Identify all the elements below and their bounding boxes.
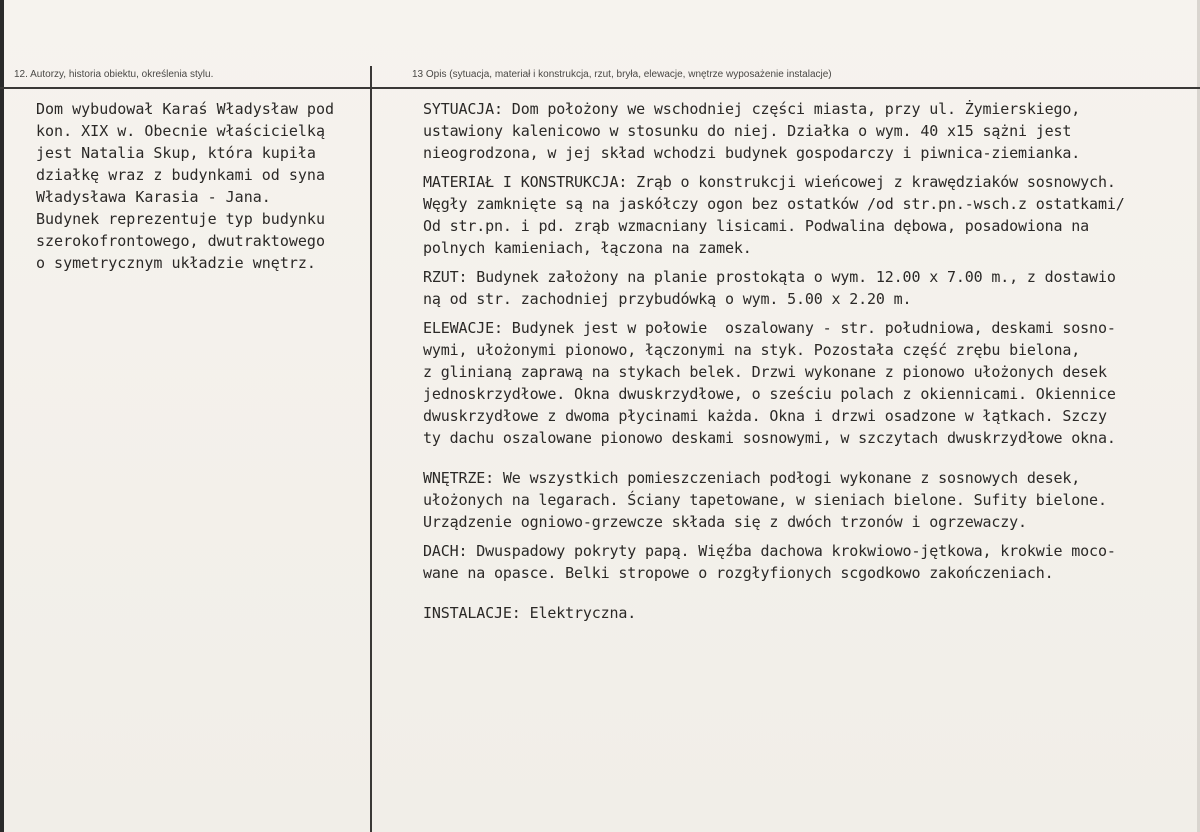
paragraph-material-konstrukcja: MATERIAŁ I KONSTRUKCJA: Zrąb o konstrukcji wieńcowej z krawędziaków sosnowych. Węgły zamknięte są na jaskółczy ogon bez ostatków /od str.pn.-wsch.z ostatkami/ Od str.pn. i pd. zrąb wzmacniany lisicami. Podwalina dębowa, posadowiona na polnych kamieniach, łączona na zamek.: [423, 173, 1125, 257]
sheet-left-edge: [0, 0, 4, 832]
column-divider-line: [370, 66, 372, 832]
paragraph-elewacje: ELEWACJE: Budynek jest w połowie oszalowany - str. południowa, deskami sosno- wymi, ułożonymi pionowo, łączonymi na styk. Pozostała część zrębu bielona, z glinianą zaprawą na stykach belek. Drzwi wykonane z pionowo ułożonych desek jednoskrzydłowe. Okna dwuskrzydłowe, o sześciu polach z okiennicami. Okiennice dwuskrzydłowe z dwoma płycinami każda. Okna i drzwi osadzone w łątkach. Szczy ty dachu oszalowane pionowo deskami sosnowymi, w szczytach dwuskrzydłowe okna.: [423, 319, 1116, 447]
authors-history-text: Dom wybudował Karaś Władysław pod kon. XIX w. Obecnie właścicielką jest Natalia Skup, która kupiła działkę wraz z budynkami od syna Władysława Karasia - Jana. Budynek reprezentuje typ budynku szerokofrontowego, dwutraktowego o symetrycznym układzie wnętrz.: [36, 100, 335, 272]
description-column: [423, 98, 1198, 631]
section-12-header: 12. Autorzy, historia obiektu, określenia stylu.: [14, 69, 214, 80]
paragraph-wnetrze: WNĘTRZE: We wszystkich pomieszczeniach podłogi wykonane z sosnowych desek, ułożonych na legarach. Ściany tapetowane, w sieniach bielone. Sufity bielone. Urządzenie ogniowo-grzewcze składa się z dwóch trzonów i ogrzewaczy.: [423, 469, 1107, 531]
paragraph-instalacje: INSTALACJE: Elektryczna.: [423, 604, 637, 622]
paragraph-dach: DACH: Dwuspadowy pokryty papą. Więźba dachowa krokwiowo-jętkowa, krokwie moco- wane na opasce. Belki stropowe o rozgłyfionych scgodkowo zakończeniach.: [423, 542, 1116, 582]
section-13-header: 13 Opis (sytuacja, materiał i konstrukcja, rzut, bryła, elewacje, wnętrze wyposażenie instalacje): [412, 69, 832, 80]
header-divider-line: [0, 87, 1200, 89]
paragraph-rzut: RZUT: Budynek założony na planie prostokąta o wym. 12.00 x 7.00 m., z dostawio ną od str. zachodniej przybudówką o wym. 5.00 x 2.20 m.: [423, 268, 1116, 308]
paragraph-sytuacja: SYTUACJA: Dom położony we wschodniej części miasta, przy ul. Żymierskiego, ustawiony kalenicowo w stosunku do niej. Działka o wym. 40 x15 sążni jest nieogrodzona, w jej skład wchodzi budynek gospodarczy i piwnica-ziemianka.: [423, 100, 1081, 162]
